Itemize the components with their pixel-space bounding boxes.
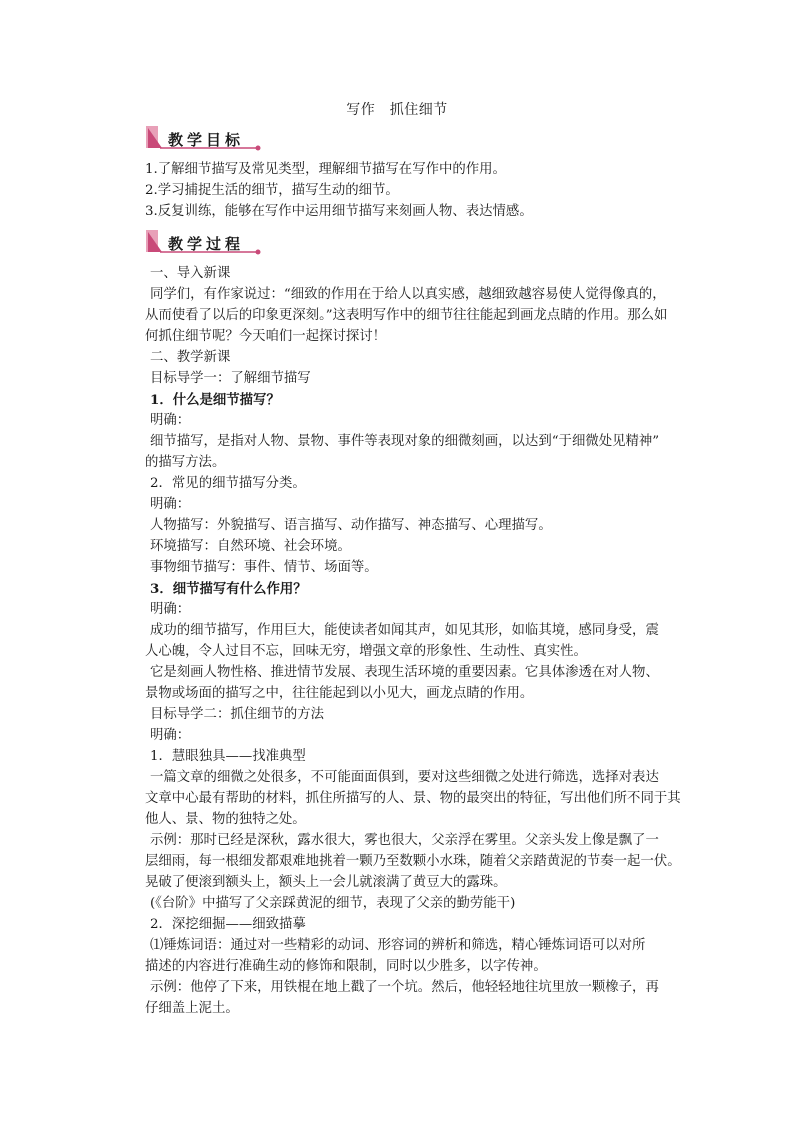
- text-line: 示例：他停了下来，用铁棍在地上戳了一个坑。然后，他轻轻地往坑里放一颗橡子，再: [150, 980, 659, 995]
- text-line: 2．深挖细掘——细致描摹: [150, 917, 306, 932]
- text-line: 事物细节描写：事件、情节、场面等。: [150, 560, 378, 575]
- process-heading: 教学过程: [168, 235, 245, 253]
- text-line: 明确：: [150, 602, 191, 617]
- text-line: 明确：: [150, 497, 191, 512]
- section-banner-process: [142, 230, 272, 256]
- text-line: 1．慧眼独具——找准典型: [150, 749, 306, 764]
- text-line: 描述的内容进行准确生动的修饰和限制，同时以少胜多，以字传神。: [145, 959, 547, 974]
- goal-item: 2.学习捕捉生活的细节，描写生动的细节。: [145, 183, 399, 198]
- page-title: 写作 抓住细节: [346, 102, 448, 118]
- text-line: 的描写方法。: [145, 455, 226, 470]
- goals-heading: 教学目标: [168, 131, 245, 149]
- text-line: 晃破了便滚到额头上，额头上一会儿就滚满了黄豆大的露珠。: [145, 875, 507, 890]
- goal-item: 3.反复训练，能够在写作中运用细节描写来刻画人物、表达情感。: [145, 204, 533, 219]
- text-line: 层细雨，每一根细发都艰难地挑着一颗乃至数颗小水珠，随着父亲踏黄泥的节奏一起一伏。: [145, 854, 681, 869]
- text-line: 目标导学一：了解细节描写: [150, 371, 311, 386]
- text-line: 景物或场面的描写之中，往往能起到以小见大，画龙点睛的作用。: [145, 686, 534, 701]
- text-line: 仔细盖上泥土。: [145, 1001, 239, 1016]
- section-banner-goals: [142, 126, 272, 152]
- text-line: 它是刻画人物性格、推进情节发展、表现生活环境的重要因素。它具体渗透在对人物、: [150, 665, 659, 680]
- text-line: 他人、景、物的独特之处。: [145, 812, 306, 827]
- text-line: 明确：: [150, 728, 191, 743]
- text-line: 人心魄，令人过目不忘，回味无穷，增强文章的形象性、生动性、真实性。: [145, 644, 587, 659]
- text-line: 何抓住细节呢？今天咱们一起探讨探讨！: [145, 329, 387, 344]
- text-line: 细节描写，是指对人物、景物、事件等表现对象的细微刻画，以达到“于细微处见精神”: [150, 434, 660, 449]
- text-line: 一篇文章的细微之处很多，不可能面面俱到，要对这些细微之处进行筛选，选择对表达: [150, 770, 659, 785]
- text-line: 示例：那时已经是深秋，露水很大，雾也很大，父亲浮在雾里。父亲头发上像是飘了一: [150, 833, 659, 848]
- text-line: 环境描写：自然环境、社会环境。: [150, 539, 351, 554]
- text-line: 从而使看了以后的印象更深刻。”这表明写作中的细节往往能起到画龙点睛的作用。那么如: [145, 308, 668, 323]
- text-line: 目标导学二：抓住细节的方法: [150, 707, 325, 722]
- goal-item: 1.了解细节描写及常见类型，理解细节描写在写作中的作用。: [145, 162, 506, 177]
- text-line: ⑴锤炼词语：通过对一些精彩的动词、形容词的辨析和筛选，精心锤炼词语可以对所: [150, 938, 646, 953]
- text-line: 同学们，有作家说过：“细致的作用在于给人以真实感，越细致越容易使人觉得像真的，: [150, 287, 666, 302]
- text-line: 1．什么是细节描写？: [150, 392, 280, 408]
- text-line: 3．细节描写有什么作用？: [150, 581, 307, 597]
- text-line: 一、导入新课: [150, 266, 231, 281]
- text-line: 二、教学新课: [150, 350, 231, 365]
- text-line: 成功的细节描写，作用巨大，能使读者如闻其声，如见其形，如临其境，感同身受，震: [150, 623, 659, 638]
- text-line: 明确：: [150, 413, 191, 428]
- text-line: 文章中心最有帮助的材料，抓住所描写的人、景、物的最突出的特征，写出他们所不同于其: [145, 791, 681, 806]
- text-line: (《台阶》中描写了父亲踩黄泥的细节，表现了父亲的勤劳能干): [150, 896, 516, 911]
- text-line: 2．常见的细节描写分类。: [150, 476, 306, 491]
- text-line: 人物描写：外貌描写、语言描写、动作描写、神态描写、心理描写。: [150, 518, 552, 533]
